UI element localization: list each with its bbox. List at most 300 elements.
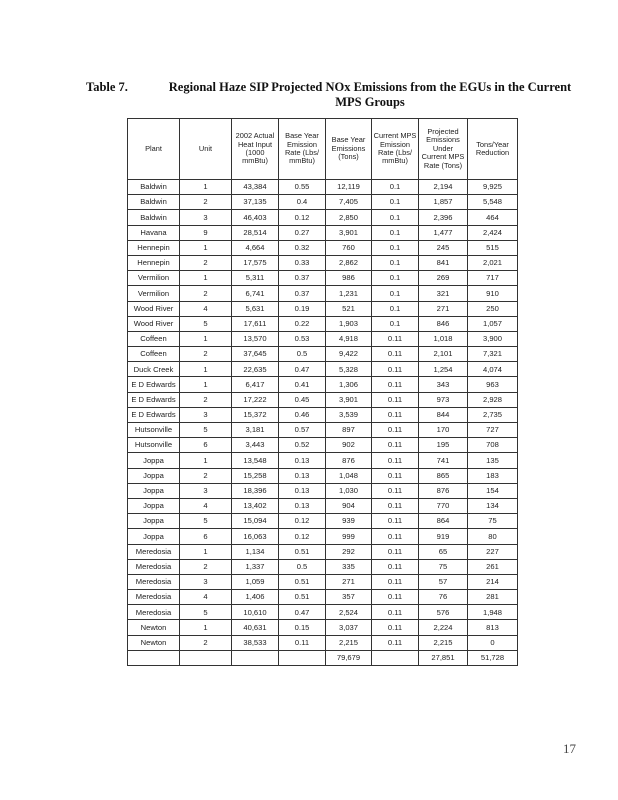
cell-plant: Joppa <box>128 468 180 483</box>
cell-plant: Meredosia <box>128 590 180 605</box>
cell-reduction: 154 <box>468 483 518 498</box>
cell-mps-rate: 0.11 <box>372 483 419 498</box>
table-row <box>128 407 518 422</box>
cell-unit: 2 <box>180 559 232 574</box>
cell-unit: 2 <box>180 255 232 270</box>
header-base-rate: Base Year Emission Rate (Lbs/ mmBtu) <box>279 119 326 180</box>
cell-reduction: 135 <box>468 453 518 468</box>
cell-mps-rate: 0.11 <box>372 347 419 362</box>
cell-unit: 1 <box>180 544 232 559</box>
cell-mps-rate: 0.11 <box>372 331 419 346</box>
cell-mps-rate: 0.1 <box>372 225 419 240</box>
table-row <box>128 498 518 513</box>
cell-base-rate: 0.5 <box>279 347 326 362</box>
cell-base-emissions: 1,048 <box>326 468 372 483</box>
cell-heat-input: 15,094 <box>232 514 279 529</box>
cell-base-rate: 0.53 <box>279 331 326 346</box>
cell-unit: 2 <box>180 635 232 650</box>
cell-unit: 4 <box>180 590 232 605</box>
cell-projected: 576 <box>419 605 468 620</box>
cell-reduction: 214 <box>468 574 518 589</box>
cell-base-rate: 0.5 <box>279 559 326 574</box>
cell-heat-input: 10,610 <box>232 605 279 620</box>
cell-plant: Duck Creek <box>128 362 180 377</box>
cell-mps-rate: 0.1 <box>372 210 419 225</box>
cell-base-rate: 0.22 <box>279 316 326 331</box>
cell-mps-rate: 0.11 <box>372 620 419 635</box>
cell-base-rate: 0.4 <box>279 195 326 210</box>
cell-plant: E D Edwards <box>128 407 180 422</box>
cell-unit: 1 <box>180 240 232 255</box>
cell-unit: 1 <box>180 331 232 346</box>
cell-base-rate: 0.13 <box>279 483 326 498</box>
cell-projected: 846 <box>419 316 468 331</box>
cell-projected: 245 <box>419 240 468 255</box>
cell-projected: 76 <box>419 590 468 605</box>
cell-base-emissions: 4,918 <box>326 331 372 346</box>
cell-base-emissions: 876 <box>326 453 372 468</box>
cell-plant: Joppa <box>128 498 180 513</box>
table-row <box>128 423 518 438</box>
cell-plant: Joppa <box>128 529 180 544</box>
table-row <box>128 347 518 362</box>
table-row <box>128 453 518 468</box>
cell-base-emissions: 1,306 <box>326 377 372 392</box>
cell-mps-rate: 0.11 <box>372 468 419 483</box>
cell-base-rate: 0.41 <box>279 377 326 392</box>
cell-reduction: 261 <box>468 559 518 574</box>
cell-base-emissions: 3,901 <box>326 225 372 240</box>
cell-projected: 2,396 <box>419 210 468 225</box>
cell-unit: 5 <box>180 316 232 331</box>
cell-base-rate: 0.12 <box>279 210 326 225</box>
cell-reduction: 813 <box>468 620 518 635</box>
cell-reduction: 2,735 <box>468 407 518 422</box>
cell-mps-rate: 0.11 <box>372 498 419 513</box>
cell-mps-rate: 0.11 <box>372 407 419 422</box>
cell-reduction: 2,424 <box>468 225 518 240</box>
cell-base-emissions: 3,901 <box>326 392 372 407</box>
cell-base-emissions: 904 <box>326 498 372 513</box>
cell-base-rate: 0.57 <box>279 423 326 438</box>
cell-mps-rate: 0.1 <box>372 301 419 316</box>
header-projected: Projected Emissions Under Current MPS Rate (Tons) <box>419 119 468 180</box>
cell-heat-input: 22,635 <box>232 362 279 377</box>
cell-base-rate: 0.55 <box>279 180 326 195</box>
table-row <box>128 180 518 195</box>
cell-projected: 919 <box>419 529 468 544</box>
cell-mps-rate: 0.1 <box>372 240 419 255</box>
cell-plant: Joppa <box>128 483 180 498</box>
table-row <box>128 316 518 331</box>
cell-base-emissions: 357 <box>326 590 372 605</box>
cell-base-rate: 0.32 <box>279 240 326 255</box>
table-row <box>128 605 518 620</box>
cell-base-rate: 0.37 <box>279 271 326 286</box>
table-row <box>128 590 518 605</box>
cell-unit: 2 <box>180 195 232 210</box>
cell-mps-rate: 0.11 <box>372 392 419 407</box>
cell-plant: Hennepin <box>128 240 180 255</box>
cell-heat-input: 28,514 <box>232 225 279 240</box>
cell-projected: 170 <box>419 423 468 438</box>
cell-heat-input: 17,575 <box>232 255 279 270</box>
cell-base-emissions: 2,215 <box>326 635 372 650</box>
cell-base-rate: 0.11 <box>279 635 326 650</box>
header-row <box>128 119 518 180</box>
table-row <box>128 240 518 255</box>
cell-unit: 5 <box>180 423 232 438</box>
cell-base-emissions: 9,422 <box>326 347 372 362</box>
cell-reduction: 80 <box>468 529 518 544</box>
cell-heat-input: 4,664 <box>232 240 279 255</box>
cell-reduction: 910 <box>468 286 518 301</box>
cell-plant: Hennepin <box>128 255 180 270</box>
cell-base-emissions: 7,405 <box>326 195 372 210</box>
cell-projected: 770 <box>419 498 468 513</box>
table-row <box>128 210 518 225</box>
total-reduction: 51,728 <box>468 650 518 665</box>
cell-base-rate: 0.19 <box>279 301 326 316</box>
cell-heat-input: 43,384 <box>232 180 279 195</box>
cell-plant: Joppa <box>128 453 180 468</box>
cell-projected: 1,857 <box>419 195 468 210</box>
cell-heat-input: 5,631 <box>232 301 279 316</box>
cell-base-emissions: 271 <box>326 574 372 589</box>
cell-base-rate: 0.13 <box>279 498 326 513</box>
cell-base-rate: 0.51 <box>279 574 326 589</box>
cell-reduction: 5,548 <box>468 195 518 210</box>
cell-unit: 6 <box>180 438 232 453</box>
cell-reduction: 250 <box>468 301 518 316</box>
cell-heat-input: 3,181 <box>232 423 279 438</box>
cell-projected: 973 <box>419 392 468 407</box>
header-mps-rate: Current MPS Emission Rate (Lbs/ mmBtu) <box>372 119 419 180</box>
cell-projected: 2,224 <box>419 620 468 635</box>
cell-plant: Coffeen <box>128 331 180 346</box>
cell-mps-rate: 0.11 <box>372 514 419 529</box>
cell-plant: E D Edwards <box>128 392 180 407</box>
cell-plant: Coffeen <box>128 347 180 362</box>
cell-projected: 876 <box>419 483 468 498</box>
cell-reduction: 1,948 <box>468 605 518 620</box>
cell-base-emissions: 760 <box>326 240 372 255</box>
cell-heat-input: 6,417 <box>232 377 279 392</box>
cell-reduction: 464 <box>468 210 518 225</box>
cell-plant: Meredosia <box>128 574 180 589</box>
cell-plant: Baldwin <box>128 195 180 210</box>
cell-heat-input: 15,372 <box>232 407 279 422</box>
cell-unit: 2 <box>180 286 232 301</box>
cell-base-rate: 0.52 <box>279 438 326 453</box>
table-row <box>128 620 518 635</box>
cell-heat-input: 13,402 <box>232 498 279 513</box>
cell-projected: 2,101 <box>419 347 468 362</box>
cell-unit: 4 <box>180 301 232 316</box>
cell-heat-input: 5,311 <box>232 271 279 286</box>
cell-plant: Meredosia <box>128 605 180 620</box>
total-blank-cell <box>232 650 279 665</box>
cell-projected: 2,215 <box>419 635 468 650</box>
cell-heat-input: 17,222 <box>232 392 279 407</box>
cell-reduction: 134 <box>468 498 518 513</box>
cell-base-emissions: 521 <box>326 301 372 316</box>
cell-base-emissions: 1,903 <box>326 316 372 331</box>
total-blank-cell <box>180 650 232 665</box>
cell-reduction: 4,074 <box>468 362 518 377</box>
total-blank-cell <box>128 650 180 665</box>
table-row <box>128 574 518 589</box>
cell-unit: 1 <box>180 271 232 286</box>
cell-unit: 1 <box>180 362 232 377</box>
cell-heat-input: 1,406 <box>232 590 279 605</box>
cell-reduction: 183 <box>468 468 518 483</box>
cell-unit: 1 <box>180 377 232 392</box>
cell-base-emissions: 1,030 <box>326 483 372 498</box>
cell-base-emissions: 999 <box>326 529 372 544</box>
total-blank-cell <box>372 650 419 665</box>
cell-mps-rate: 0.1 <box>372 195 419 210</box>
cell-projected: 75 <box>419 559 468 574</box>
cell-plant: Hutsonville <box>128 438 180 453</box>
cell-projected: 865 <box>419 468 468 483</box>
cell-reduction: 515 <box>468 240 518 255</box>
cell-reduction: 227 <box>468 544 518 559</box>
cell-mps-rate: 0.11 <box>372 453 419 468</box>
cell-mps-rate: 0.11 <box>372 438 419 453</box>
cell-unit: 3 <box>180 210 232 225</box>
table-row <box>128 514 518 529</box>
table-row <box>128 377 518 392</box>
cell-reduction: 2,928 <box>468 392 518 407</box>
cell-base-rate: 0.46 <box>279 407 326 422</box>
cell-plant: Newton <box>128 620 180 635</box>
cell-heat-input: 1,337 <box>232 559 279 574</box>
cell-base-emissions: 2,862 <box>326 255 372 270</box>
cell-base-emissions: 897 <box>326 423 372 438</box>
cell-base-emissions: 1,231 <box>326 286 372 301</box>
cell-unit: 1 <box>180 180 232 195</box>
total-base-emissions: 79,679 <box>326 650 372 665</box>
cell-reduction: 7,321 <box>468 347 518 362</box>
cell-unit: 3 <box>180 407 232 422</box>
total-projected-emissions: 27,851 <box>419 650 468 665</box>
cell-unit: 3 <box>180 483 232 498</box>
cell-heat-input: 18,396 <box>232 483 279 498</box>
cell-heat-input: 15,258 <box>232 468 279 483</box>
cell-base-emissions: 3,539 <box>326 407 372 422</box>
cell-mps-rate: 0.11 <box>372 559 419 574</box>
header-unit: Unit <box>180 119 232 180</box>
cell-unit: 3 <box>180 574 232 589</box>
cell-unit: 1 <box>180 620 232 635</box>
cell-base-rate: 0.47 <box>279 362 326 377</box>
cell-projected: 1,018 <box>419 331 468 346</box>
table-row <box>128 255 518 270</box>
cell-heat-input: 40,631 <box>232 620 279 635</box>
cell-base-emissions: 292 <box>326 544 372 559</box>
cell-base-emissions: 939 <box>326 514 372 529</box>
cell-reduction: 281 <box>468 590 518 605</box>
cell-mps-rate: 0.1 <box>372 271 419 286</box>
header-reduction: Tons/Year Reduction <box>468 119 518 180</box>
emissions-table <box>127 118 518 666</box>
cell-projected: 841 <box>419 255 468 270</box>
cell-mps-rate: 0.11 <box>372 377 419 392</box>
cell-unit: 6 <box>180 529 232 544</box>
cell-base-rate: 0.33 <box>279 255 326 270</box>
table-body <box>128 180 518 651</box>
cell-mps-rate: 0.11 <box>372 362 419 377</box>
cell-base-emissions: 986 <box>326 271 372 286</box>
cell-base-rate: 0.47 <box>279 605 326 620</box>
cell-plant: Havana <box>128 225 180 240</box>
table-row <box>128 301 518 316</box>
header-plant: Plant <box>128 119 180 180</box>
table-row <box>128 271 518 286</box>
cell-projected: 844 <box>419 407 468 422</box>
cell-base-rate: 0.27 <box>279 225 326 240</box>
cell-projected: 864 <box>419 514 468 529</box>
header-heat-input: 2002 Actual Heat Input (1000 mmBtu) <box>232 119 279 180</box>
table-title: Regional Haze SIP Projected NOx Emissions from the EGUs in the Current MPS Groups <box>168 80 572 109</box>
table-row <box>128 331 518 346</box>
cell-base-rate: 0.13 <box>279 453 326 468</box>
cell-heat-input: 37,135 <box>232 195 279 210</box>
cell-projected: 271 <box>419 301 468 316</box>
total-blank-cell <box>279 650 326 665</box>
cell-base-rate: 0.37 <box>279 286 326 301</box>
cell-projected: 2,194 <box>419 180 468 195</box>
cell-base-rate: 0.12 <box>279 529 326 544</box>
totals-row <box>128 650 518 665</box>
cell-base-rate: 0.13 <box>279 468 326 483</box>
cell-reduction: 708 <box>468 438 518 453</box>
cell-plant: Vermilion <box>128 286 180 301</box>
cell-plant: Wood River <box>128 316 180 331</box>
table-row <box>128 544 518 559</box>
cell-mps-rate: 0.11 <box>372 529 419 544</box>
cell-base-rate: 0.51 <box>279 590 326 605</box>
cell-projected: 65 <box>419 544 468 559</box>
page-number: 17 <box>563 741 576 756</box>
cell-reduction: 3,900 <box>468 331 518 346</box>
cell-heat-input: 13,548 <box>232 453 279 468</box>
cell-projected: 343 <box>419 377 468 392</box>
table-row <box>128 225 518 240</box>
cell-plant: Wood River <box>128 301 180 316</box>
cell-heat-input: 13,570 <box>232 331 279 346</box>
cell-heat-input: 1,134 <box>232 544 279 559</box>
cell-unit: 9 <box>180 225 232 240</box>
cell-base-emissions: 5,328 <box>326 362 372 377</box>
cell-base-emissions: 335 <box>326 559 372 574</box>
cell-mps-rate: 0.1 <box>372 286 419 301</box>
cell-unit: 5 <box>180 514 232 529</box>
cell-reduction: 75 <box>468 514 518 529</box>
cell-mps-rate: 0.11 <box>372 590 419 605</box>
table-row <box>128 468 518 483</box>
cell-projected: 741 <box>419 453 468 468</box>
cell-plant: Baldwin <box>128 180 180 195</box>
cell-heat-input: 17,611 <box>232 316 279 331</box>
cell-unit: 2 <box>180 468 232 483</box>
cell-mps-rate: 0.11 <box>372 605 419 620</box>
cell-heat-input: 46,403 <box>232 210 279 225</box>
table-row <box>128 483 518 498</box>
cell-mps-rate: 0.11 <box>372 635 419 650</box>
cell-base-emissions: 2,524 <box>326 605 372 620</box>
cell-base-emissions: 12,119 <box>326 180 372 195</box>
cell-reduction: 963 <box>468 377 518 392</box>
cell-base-rate: 0.51 <box>279 544 326 559</box>
cell-plant: E D Edwards <box>128 377 180 392</box>
cell-heat-input: 3,443 <box>232 438 279 453</box>
cell-reduction: 1,057 <box>468 316 518 331</box>
cell-heat-input: 37,645 <box>232 347 279 362</box>
cell-plant: Hutsonville <box>128 423 180 438</box>
cell-reduction: 0 <box>468 635 518 650</box>
cell-base-rate: 0.45 <box>279 392 326 407</box>
table-row <box>128 438 518 453</box>
cell-unit: 2 <box>180 347 232 362</box>
cell-unit: 1 <box>180 453 232 468</box>
cell-projected: 269 <box>419 271 468 286</box>
cell-heat-input: 16,063 <box>232 529 279 544</box>
table-row <box>128 362 518 377</box>
table-row <box>128 286 518 301</box>
table-row <box>128 529 518 544</box>
cell-mps-rate: 0.11 <box>372 574 419 589</box>
cell-plant: Meredosia <box>128 559 180 574</box>
cell-mps-rate: 0.1 <box>372 316 419 331</box>
cell-heat-input: 6,741 <box>232 286 279 301</box>
cell-reduction: 727 <box>468 423 518 438</box>
cell-reduction: 2,021 <box>468 255 518 270</box>
table-label: Table 7. <box>86 80 128 94</box>
cell-projected: 195 <box>419 438 468 453</box>
cell-plant: Vermilion <box>128 271 180 286</box>
cell-unit: 4 <box>180 498 232 513</box>
cell-base-emissions: 2,850 <box>326 210 372 225</box>
cell-plant: Newton <box>128 635 180 650</box>
cell-projected: 57 <box>419 574 468 589</box>
cell-plant: Baldwin <box>128 210 180 225</box>
cell-unit: 5 <box>180 605 232 620</box>
cell-mps-rate: 0.1 <box>372 180 419 195</box>
cell-unit: 2 <box>180 392 232 407</box>
cell-base-rate: 0.15 <box>279 620 326 635</box>
header-base-emissions: Base Year Emissions (Tons) <box>326 119 372 180</box>
cell-base-rate: 0.12 <box>279 514 326 529</box>
table-row <box>128 559 518 574</box>
cell-projected: 1,254 <box>419 362 468 377</box>
cell-reduction: 9,925 <box>468 180 518 195</box>
table-row <box>128 195 518 210</box>
cell-heat-input: 38,533 <box>232 635 279 650</box>
cell-heat-input: 1,059 <box>232 574 279 589</box>
cell-mps-rate: 0.11 <box>372 544 419 559</box>
cell-plant: Meredosia <box>128 544 180 559</box>
cell-mps-rate: 0.11 <box>372 423 419 438</box>
cell-plant: Joppa <box>128 514 180 529</box>
cell-projected: 1,477 <box>419 225 468 240</box>
cell-reduction: 717 <box>468 271 518 286</box>
table-row <box>128 635 518 650</box>
cell-projected: 321 <box>419 286 468 301</box>
cell-base-emissions: 902 <box>326 438 372 453</box>
table-row <box>128 392 518 407</box>
